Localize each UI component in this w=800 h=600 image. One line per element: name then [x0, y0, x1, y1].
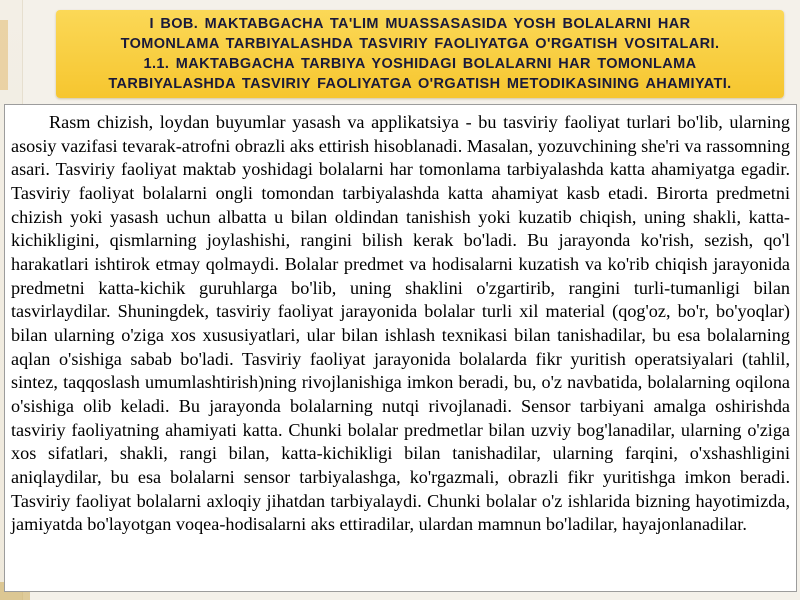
side-decoration-accent-top — [0, 20, 8, 90]
body-text-box — [4, 104, 797, 592]
chapter-title-line-2: TOMONLAMA TARBIYALASHDA TASVIRIY FAOLIYATGA O'RGATISH VOSITALARI. — [120, 36, 720, 52]
section-title-line-1: 1.1. MAKTABGACHA TARBIYA YOSHIDAGI BOLALARNI HAR TOMONLAMA — [143, 56, 697, 72]
chapter-title-line-1: I BOB. MAKTABGACHA TA'LIM MUASSASASIDA YOSH BOLALARNI HAR — [149, 16, 691, 32]
body-paragraph: Rasm chizish, loydan buyumlar yasash va applikatsiya - bu tasviriy faoliyat turlari bo'lib, ularning asosiy vazifasi tevarak-atrofni obrazli aks ettirish hisoblanadi. Masalan, yozuvchining she'ri va rassomning asari. Tasviriy faoliyat maktab yoshidagi bolalarni har tomonlama tarbiyalashda katta ahamiyatga egadir. Tasviriy faoliyat bolalarni ongli tomondan tarbiyalashda katta ahamiyat kasb etadi. Birorta predmetni chizish yoki yasash uchun albatta u bilan oldindan tanishish yoki kuzatib chiqish, uning shakli, katta-kichikligini, qismlarning joylashishi, rangini bilish kerak bo'ladi. Bu jarayonda ko'rish, sezish, qo'l harakatlari ishtirok etmay qolmaydi. Bolalar predmet va hodisalarni kuzatish va ko'rib chiqish jarayonida predmetni katta-kichik guruhlarga bo'lib, uning shaklini o'zgartirib, rangini turli-tumanligi bilan tasvirlaydilar. Shuningdek, tasviriy faoliyat jarayonida bolalar turli xil material (qog'oz, bo'r, bo'yoqlar) bilan ularning o'ziga xos xususiyatlari, ular bilan ishlash texnikasi bilan tanishadilar, bu esa bolalarning aqlan o'sishiga sabab bo'ladi. Tasviriy faoliyat jarayonida bolalarda fikr yuritish operatsiyalari (tahlil, sintez, taqqoslash umumlashtirish)ning rivojlanishiga imkon beradi, bu, o'z navbatida, bolalarning oqilona o'sishiga olib keladi. Bu jarayonda bolalarning nutqi rivojlanadi. Sensor tarbiyani amalga oshirishda tasviriy faoliyatning ahamiyati katta. Chunki bolalar predmetlar bilan uzviy bog'lanadilar, ularning o'ziga xos sifatlari, shakli, rangi bilan, katta-kichikligi bilan tanishadilar, ularning farqini, o'xshashligini aniqlaydilar, bu esa bolalarni sensor tarbiyalashga, ko'rgazmali, obrazli fikr yuritishga imkon beradi. Tasviriy faoliyat bolalarni axloqiy jihatdan tarbiyalaydi. Chunki bolalar o'z ishlarida bizning hayotimizda, jamiyatda bo'layotgan voqea-hodisalarni aks ettiradilar, ulardan mamnun bo'ladilar, hayajonlanadilar. — [11, 112, 790, 535]
section-title-line-2: TARBIYALASHDA TASVIRIY FAOLIYATGA O'RGATISH METODIKASINING AHAMIYATI. — [108, 76, 732, 92]
title-banner — [56, 10, 784, 98]
